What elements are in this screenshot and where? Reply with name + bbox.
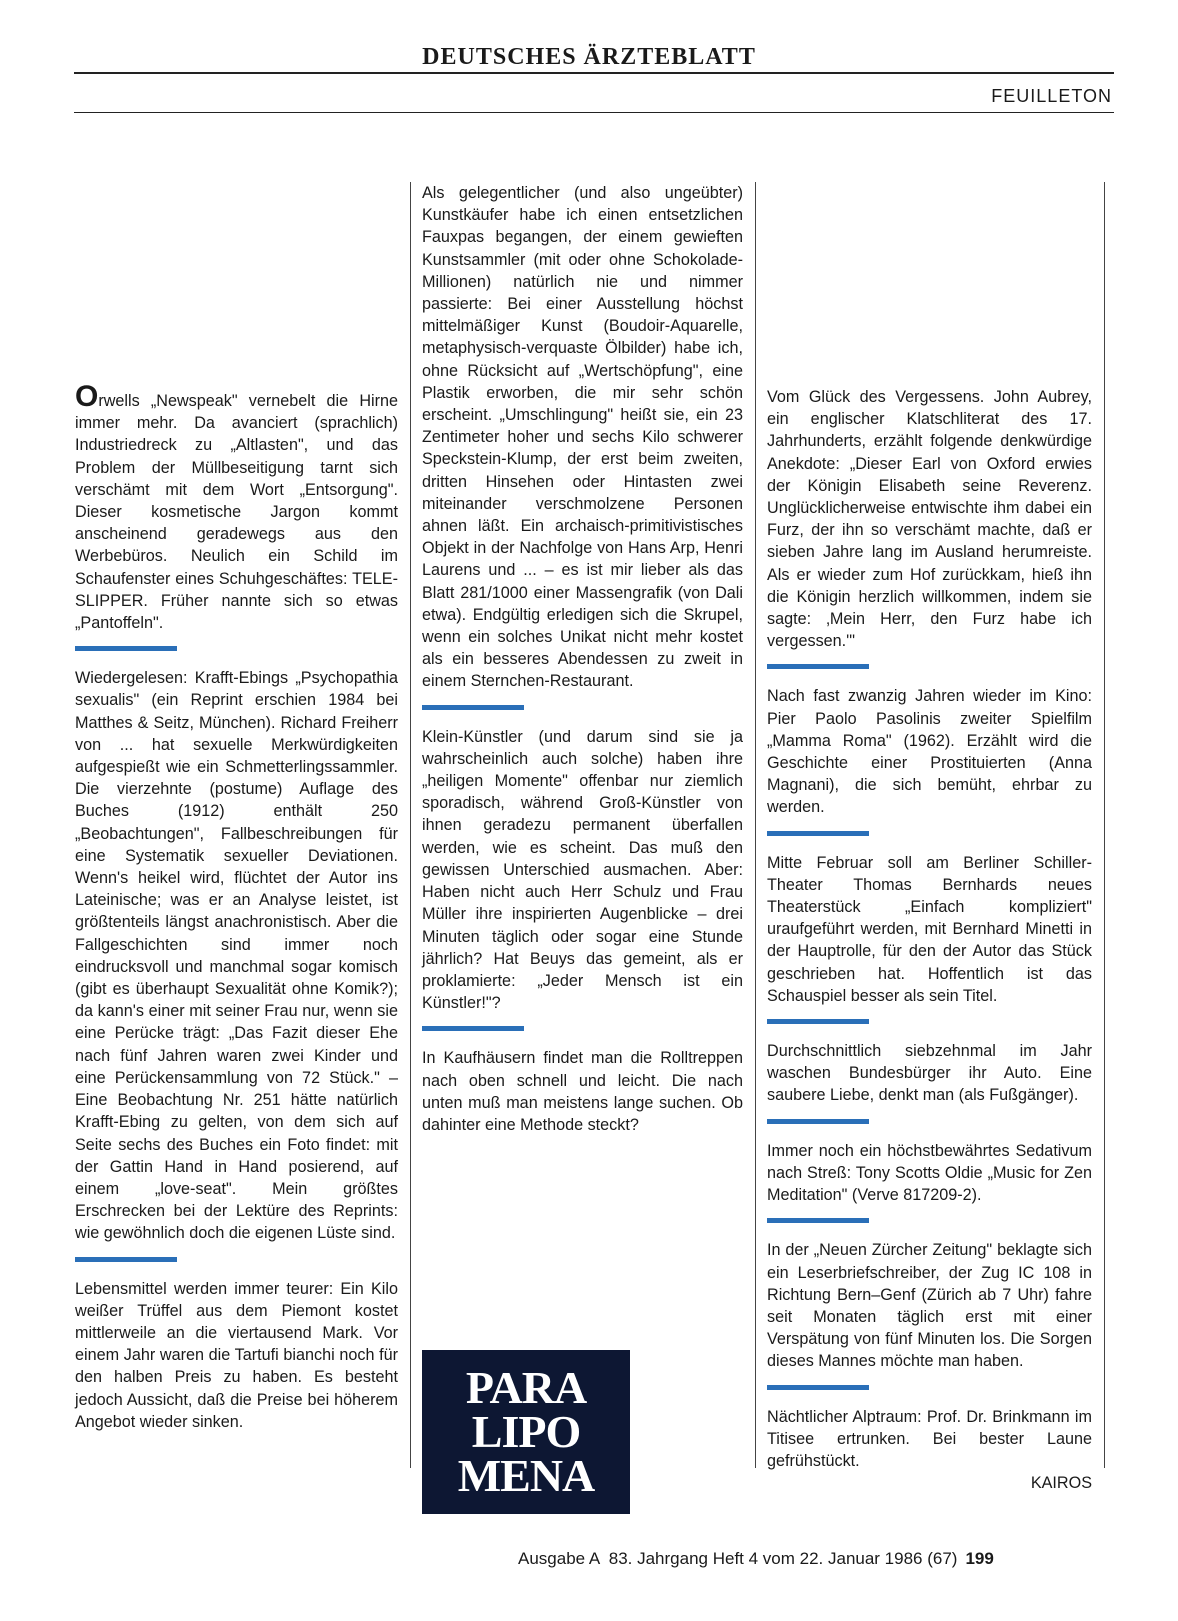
logo-line: LIPO: [471, 1406, 581, 1457]
page-footer: [518, 1549, 994, 1569]
article-paragraph: [75, 380, 398, 634]
author-signature: KAIROS: [1030, 1474, 1092, 1493]
masthead-rule: [74, 72, 1114, 74]
separator-bar: [767, 1119, 869, 1124]
article-paragraph: Klein-Künstler (und darum sind sie ja wahrscheinlich auch solche) haben ihre „heiligen Momente" offenbar nur ziemlich sporadisch, während Groß-Künstler von ihnen geradezu permanent überfallen werden, wie es scheint. Das muß den gewissen Unterschied ausmachen. Aber: Haben nicht auch Herr Schulz und Frau Müller ihre inspirierten Augenblicke – drei Minuten täglich oder sogar eine Stunde jährlich? Hat Beuys das gemeint, als er proklamierte: „Jeder Mensch ist ein Künstler!"?: [422, 727, 743, 1013]
separator-bar: [767, 831, 869, 836]
masthead: DEUTSCHES ÄRZTEBLATT: [422, 44, 756, 70]
logo-line: PARA: [465, 1362, 587, 1413]
article-paragraph: In der „Neuen Zürcher Zeitung" beklagte sich ein Leserbriefschreiber, der Zug IC 108 in Richtung Bern–Genf (Zürich ab 7 Uhr) fahre seit Monaten täglich erst mit einer Verspätung von fünf Minuten los. Die Sorgen dieses Mannes möchte man haben.: [767, 1241, 1092, 1371]
separator-bar: [422, 705, 524, 710]
article-paragraph: Mitte Februar soll am Berliner Schiller-Theater Thomas Bernhards neues Theaterstück „Einfach kompliziert" uraufgeführt werden, mit Bernhard Minetti in der Hauptrolle, für den der Autor das Stück geschrieben hat. Hoffentlich ist das Schauspiel besser als sein Titel.: [767, 853, 1092, 1005]
article-paragraph: Wiedergelesen: Krafft-Ebings „Psychopathia sexualis" (ein Reprint erschien 1984 bei Matthes & Seitz, München). Richard Freiherr von ... hat sexuelle Merkwürdigkeiten aufgespießt wie ein Schmetterlingssammler. Die vierzehnte (postume) Auflage des Buches (1912) enthält 250 „Beobachtungen", Fallbeschreibungen für eine Systematik sexueller Deviationen. Wenn's heikel wird, flüchtet der Autor ins Lateinische; was er an Analyse leistet, ist größtenteils längst anachronistisch. Aber die Fallgeschichten sind immer noch eindrucksvoll und manchmal sogar komisch (gibt es überhaupt Sexualität ohne Komik?); da kann's einer mit seiner Frau nur, wenn sie eine Perücke trägt: „Das Fazit dieser Ehe nach fünf Jahren waren zwei Kinder und eine Perückensammlung von 72 Stück." – Eine Beobachtung Nr. 251 hätte natürlich Krafft-Ebing zu gelten, von dem sich auf Seite sechs des Buches ein Foto findet: mit der Gattin Hand in Hand posierend, auf einem „love-seat". Mein größtes Erschrecken bei der Lektüre des Reprints: wie gewöhnlich doch die eigenen Lüste sind.: [75, 669, 398, 1243]
separator-bar: [767, 664, 869, 669]
drop-cap: O: [75, 380, 99, 413]
article-paragraph: Immer noch ein höchstbewährtes Sedativum nach Streß: Tony Scotts Oldie „Music for Zen Meditation" (Verve 817209-2).: [767, 1141, 1092, 1205]
separator-bar: [422, 1026, 524, 1031]
paralipomena-logo: [422, 1350, 630, 1514]
signoff: [767, 1472, 1092, 1494]
issue-info: Ausgabe A 83. Jahrgang Heft 4 vom 22. Januar 1986 (67): [518, 1549, 958, 1568]
separator-bar: [767, 1218, 869, 1223]
separator-bar: [75, 1257, 177, 1262]
column-2: [422, 182, 743, 1136]
separator-bar: [75, 646, 177, 651]
separator-bar: [767, 1385, 869, 1390]
separator-bar: [767, 1019, 869, 1024]
column-3: [767, 386, 1092, 1494]
column-divider-2: [755, 182, 756, 1468]
article-paragraph: Durchschnittlich siebzehnmal im Jahr waschen Bundesbürger ihr Auto. Eine saubere Liebe, denkt man (als Fußgänger).: [767, 1042, 1092, 1105]
article-paragraph: In Kaufhäusern findet man die Rolltreppen nach oben schnell und leicht. Die nach unten muß man meistens lange suchen. Ob dahinter eine Methode steckt?: [422, 1049, 743, 1134]
section-rule: [74, 112, 1114, 113]
article-paragraph: Als gelegentlicher (und also ungeübter) Kunstkäufer habe ich einen entsetzlichen Fauxpas begangen, der einem gewieften Kunstsammler (mit oder ohne Schokolade-Millionen) natürlich nie und nimmer passierte: Bei einer Ausstellung höchst mittelmäßiger Kunst (Boudoir-Aquarelle, metaphysisch-verquaste Ölbilder) habe ich, ohne Rücksicht auf „Wertschöpfung", eine Plastik erworben, die mir sehr schön erscheint. „Umschlingung" heißt sie, ein 23 Zentimeter hoher und sechs Kilo schwerer Speckstein-Klump, der erst beim zweiten, dritten Hinsehen oder Hintasten zwei miteinander verschmolzene Personen ahnen läßt. Ein archaisch-primitivistisches Objekt in der Nachfolge von Hans Arp, Henri Laurens und ... – es ist mir lieber als das Blatt 281/1000 einer Massengrafik (von Dali etwa). Endgültig erledigen sich die Skrupel, wenn ein solches Unikat nicht mehr kostet als ein besseres Abendessen zu zweit in einem Sternchen-Restaurant.: [422, 184, 743, 691]
column-1: [75, 380, 398, 1433]
logo-line: MENA: [457, 1450, 595, 1501]
section-label: FEUILLETON: [991, 86, 1112, 106]
paragraph-text: rwells „Newspeak" vernebelt die Hirne immer mehr. Da avanciert (sprachlich) Industriedreck zu „Altlasten", und das Problem der Müllbeseitigung tarnt sich verschämt mit dem Wort „Entsorgung". Dieser kosmetische Jargon kommt anscheinend geradewegs aus den Werbebüros. Neulich ein Schild im Schaufenster eines Schuhgeschäftes: TELE-SLIPPER. Früher nannte sich so etwas „Pantoffeln".: [75, 392, 398, 633]
article-paragraph: Vom Glück des Vergessens. John Aubrey, ein englischer Klatschliterat des 17. Jahrhunderts, erzählt folgende denkwürdige Anekdote: „Dieser Earl von Oxford erwies der Königin Elisabeth seine Reverenz. Unglücklicherweise entwischte ihm dabei ein Furz, der ihn so verschämt machte, daß er sieben Jahre lang im Ausland herumreiste. Als er wieder zum Hof zurückkam, hieß ihn die Königin herzlich willkommen, indem sie sagte: ‚Mein Herr, den Furz habe ich vergessen.'": [767, 388, 1092, 651]
article-paragraph: Nächtlicher Alptraum: Prof. Dr. Brinkmann im Titisee ertrunken. Bei bester Laune gefrühstückt.: [767, 1407, 1092, 1470]
column-divider-3: [1104, 182, 1105, 1468]
column-divider-1: [410, 182, 411, 1468]
article-paragraph: Lebensmittel werden immer teurer: Ein Kilo weißer Trüffel aus dem Piemont kostet mittlerweile an die viertausend Mark. Vor einem Jahr waren die Tartufi bianchi noch für den halben Preis zu haben. Es besteht jedoch Aussicht, daß die Preise bei höherem Angebot wieder sinken.: [75, 1279, 398, 1431]
article-paragraph: Nach fast zwanzig Jahren wieder im Kino: Pier Paolo Pasolinis zweiter Spielfilm „Mamma Roma" (1962). Erzählt wird die Geschichte einer Prostituierten (Anna Magnani), die sich bemüht, ehrbar zu werden.: [767, 687, 1092, 817]
page-number: 199: [965, 1549, 994, 1568]
